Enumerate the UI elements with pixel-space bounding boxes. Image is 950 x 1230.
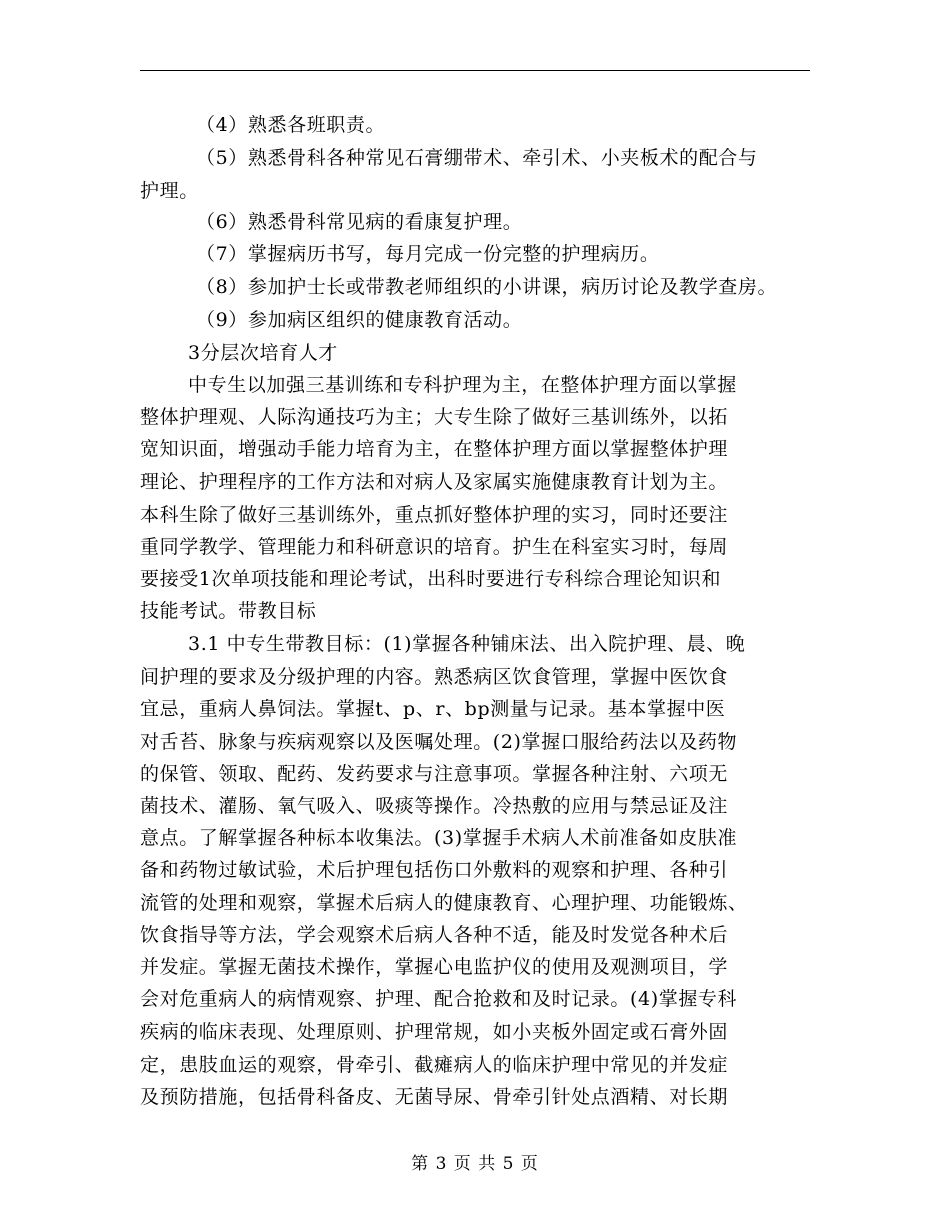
text-line: 要接受1次单项技能和理论考试，出科时要进行专科综合理论知识和: [140, 568, 722, 590]
text-line: 理论、护理程序的工作方法和对病人及家属实施健康教育计划为主。: [140, 471, 729, 493]
text-line: 本科生除了做好三基训练外，重点抓好整体护理的实习，同时还要注: [140, 504, 729, 526]
text-line: 备和药物过敏试验，术后护理包括伤口外敷料的观察和护理、各种引: [140, 859, 729, 881]
text-line: 菌技术、灌肠、氧气吸入、吸痰等操作。冷热敷的应用与禁忌证及注: [140, 795, 729, 817]
text-line: （8）参加护士长或带教老师组织的小讲课，病历讨论及教学查房。: [196, 276, 778, 298]
text-line: 护理。: [140, 180, 199, 202]
text-line: 宜忌，重病人鼻饲法。掌握t、p、r、bp测量与记录。基本掌握中医: [140, 698, 726, 720]
text-line: （5）熟悉骨科各种常见石膏绷带术、牵引术、小夹板术的配合与: [196, 147, 758, 169]
text-line: （6）熟悉骨科常见病的看康复护理。: [196, 211, 523, 233]
text-line: 重同学教学、管理能力和科研意识的培育。护生在科室实习时，每周: [140, 536, 729, 558]
text-line: 技能考试。带教目标: [140, 600, 317, 622]
text-line: 定，患肢血运的观察，骨牵引、截瘫病人的临床护理中常见的并发症: [140, 1054, 729, 1076]
text-line: （9）参加病区组织的健康教育活动。: [196, 309, 523, 331]
text-line: （4）熟悉各班职责。: [196, 114, 386, 136]
text-line: 流管的处理和观察，掌握术后病人的健康教育、心理护理、功能锻炼、: [140, 892, 748, 914]
text-line: 饮食指导等方法，学会观察术后病人各种不适，能及时发觉各种术后: [140, 924, 729, 946]
text-line: 的保管、领取、配药、发药要求与注意事项。掌握各种注射、六项无: [140, 763, 729, 785]
text-line: 3.1 中专生带教目标：(1)掌握各种铺床法、出入院护理、晨、晚: [188, 633, 746, 655]
text-line: 疾病的临床表现、处理原则、护理常规，如小夹板外固定或石膏外固: [140, 1021, 729, 1043]
text-line: 会对危重病人的病情观察、护理、配合抢救和及时记录。(4)掌握专科: [140, 988, 738, 1010]
text-line: （7）掌握病历书写，每月完成一份完整的护理病历。: [196, 243, 660, 265]
text-line: 及预防措施，包括骨科备皮、无菌导尿、骨牵引针处点酒精、对长期: [140, 1086, 729, 1108]
page-number-footer: 第 3 页 共 5 页: [411, 1154, 539, 1174]
text-line: 对舌苔、脉象与疾病观察以及医嘱处理。(2)掌握口服给药法以及药物: [140, 731, 738, 753]
section-heading: 3分层次培育人才: [188, 342, 338, 364]
text-line: 宽知识面，增强动手能力培育为主，在整体护理方面以掌握整体护理: [140, 438, 729, 460]
text-line: 中专生以加强三基训练和专科护理为主，在整体护理方面以掌握: [188, 374, 737, 396]
text-line: 间护理的要求及分级护理的内容。熟悉病区饮食管理，掌握中医饮食: [140, 666, 729, 688]
text-line: 整体护理观、人际沟通技巧为主；大专生除了做好三基训练外，以拓: [140, 406, 729, 428]
header-rule: [140, 70, 810, 71]
text-line: 意点。了解掌握各种标本收集法。(3)掌握手术病人术前准备如皮肤准: [140, 827, 738, 849]
text-line: 并发症。掌握无菌技术操作，掌握心电监护仪的使用及观测项目，学: [140, 956, 729, 978]
